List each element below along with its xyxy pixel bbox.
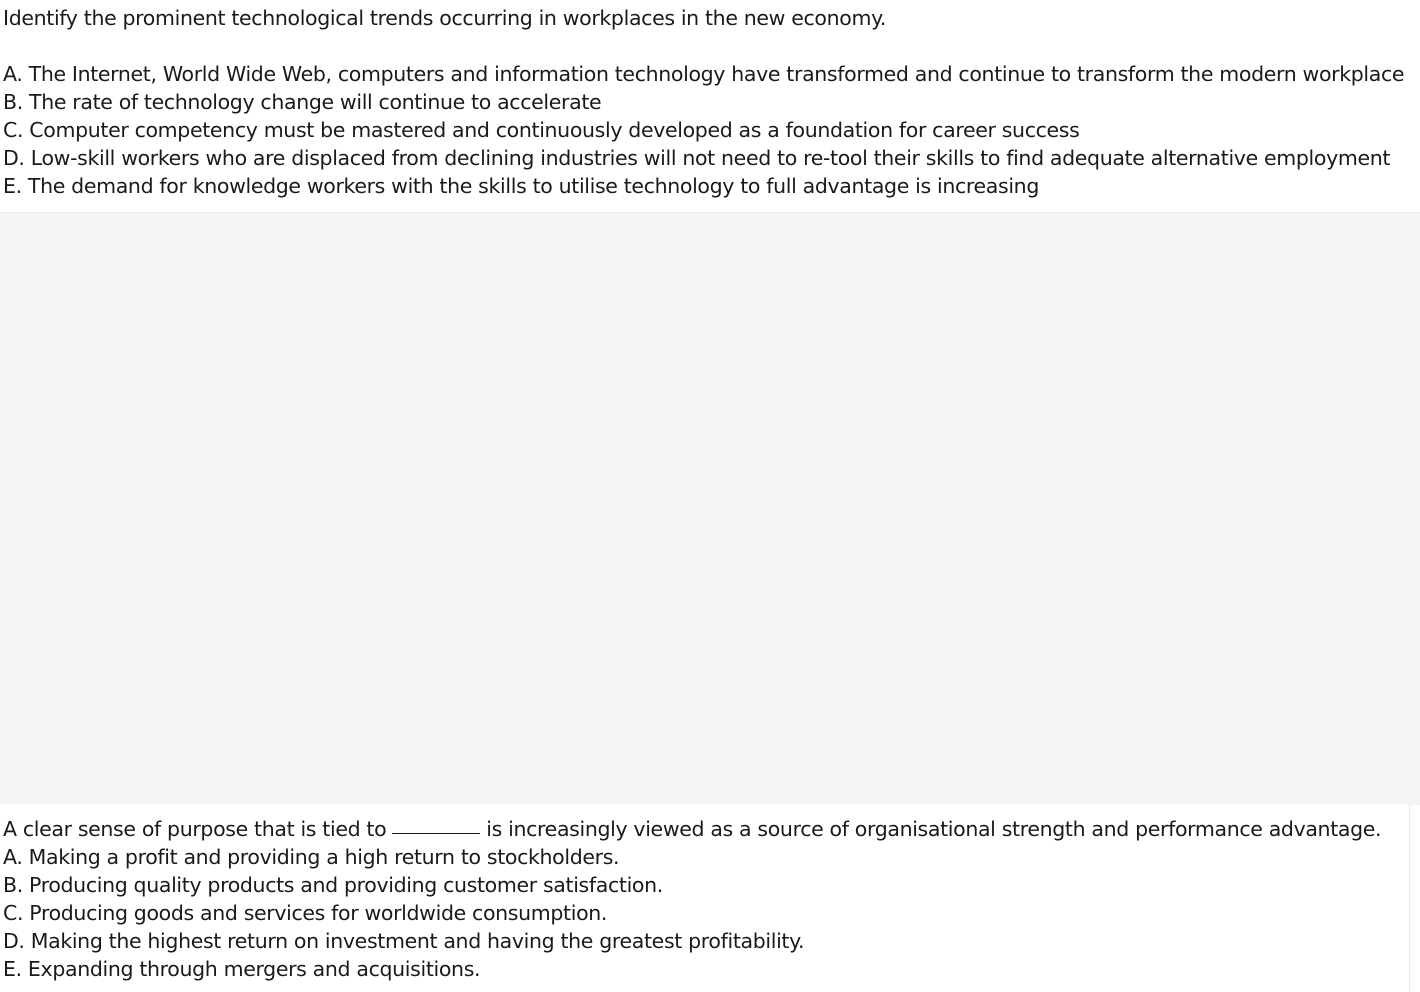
question-2-option-a: A. Making a profit and providing a high return to stockholders.	[3, 845, 620, 869]
question-2-option-b: B. Producing quality products and providing customer satisfaction.	[3, 873, 663, 897]
question-2-option-c: C. Producing goods and services for worldwide consumption.	[3, 901, 608, 925]
question-2-block	[0, 804, 1410, 992]
question-1-option-a: A. The Internet, World Wide Web, computers and information technology have transformed and continue to transform the modern workplace	[3, 62, 1405, 86]
question-1-option-d: D. Low-skill workers who are displaced from declining industries will not need to re-tool their skills to find adequate alternative employment	[3, 146, 1391, 170]
question-2-option-e: E. Expanding through mergers and acquisitions.	[3, 957, 481, 981]
fill-in-blank	[392, 815, 480, 834]
question-1-prompt: Identify the prominent technological trends occurring in workplaces in the new economy.	[3, 6, 887, 30]
question-1-block	[0, 0, 1420, 212]
question-1-option-b: B. The rate of technology change will continue to accelerate	[3, 90, 602, 114]
blank-gap-area	[0, 212, 1420, 805]
question-2-prompt-start: A clear sense of purpose that is tied to	[3, 817, 387, 841]
question-2-option-d: D. Making the highest return on investment and having the greatest profitability.	[3, 929, 805, 953]
question-1-option-c: C. Computer competency must be mastered and continuously developed as a foundation for career success	[3, 118, 1080, 142]
question-2-prompt-end: is increasingly viewed as a source of organisational strength and performance advantage.	[486, 817, 1382, 841]
question-1-option-e: E. The demand for knowledge workers with the skills to utilise technology to full advantage is increasing	[3, 174, 1039, 198]
question-2-prompt	[3, 815, 1381, 843]
